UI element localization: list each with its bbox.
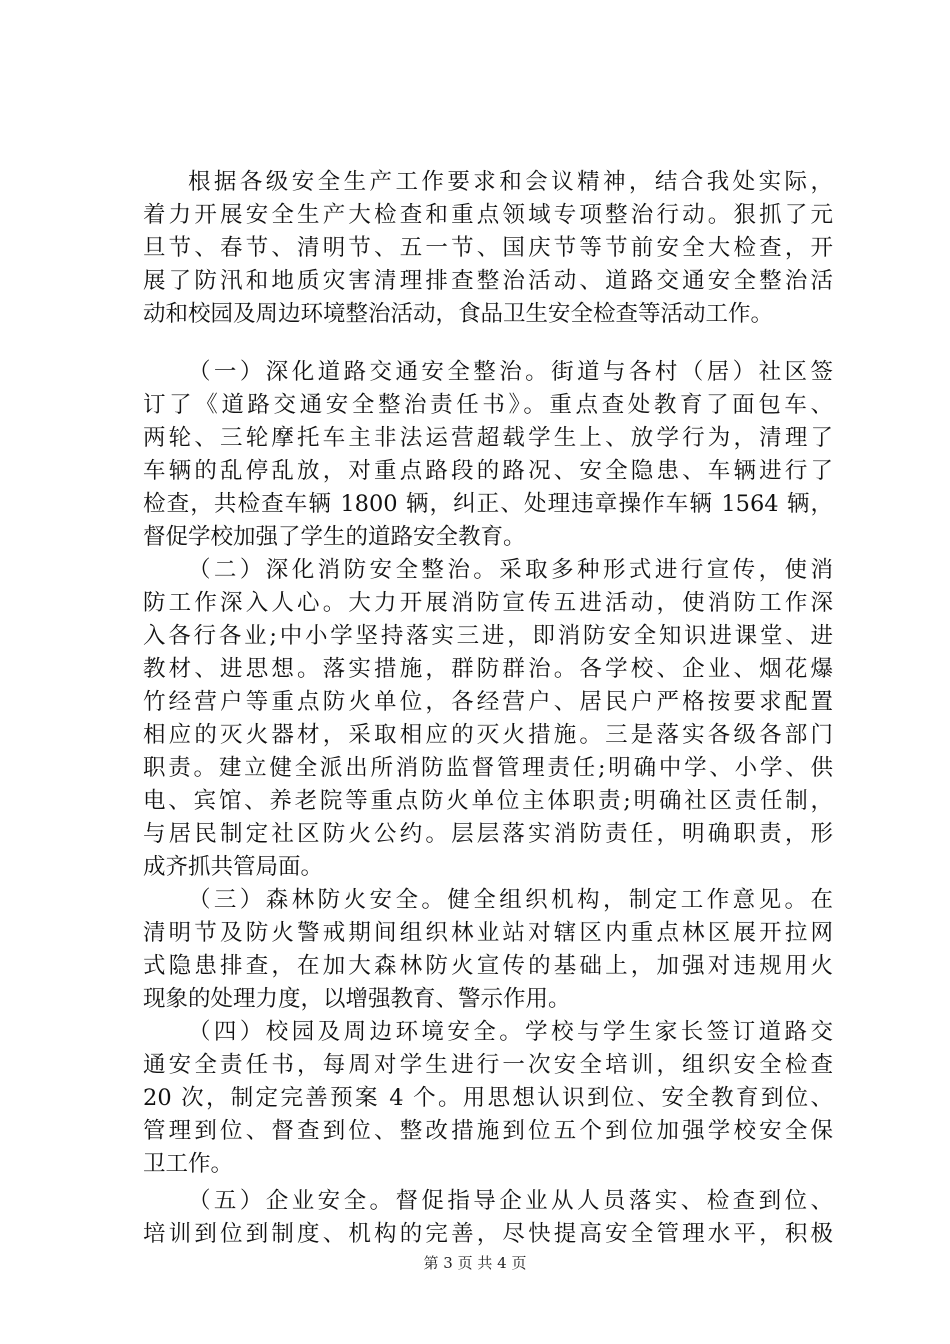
text-line: （二）深化消防安全整治。采取多种形式进行宣传，使消 <box>188 557 833 583</box>
text-line: 电、宾馆、养老院等重点防火单位主体职责;明确社区责任制， <box>143 788 833 814</box>
text-line: 车辆的乱停乱放，对重点路段的路况、安全隐患、车辆进行了 <box>143 458 833 484</box>
text-line: 管理到位、督查到位、整改措施到位五个到位加强学校安全保 <box>143 1118 833 1144</box>
text-line: 卫工作。 <box>143 1151 234 1177</box>
text-line: 动和校园及周边环境整治活动，食品卫生安全检查等活动工作。 <box>143 301 774 327</box>
text-line: 根据各级安全生产工作要求和会议精神，结合我处实际， <box>188 169 833 195</box>
text-line: 清明节及防火警戒期间组织林业站对辖区内重点林区展开拉网 <box>143 920 833 946</box>
text-line: 相应的灭火器材，采取相应的灭火措施。三是落实各级各部门 <box>143 722 833 748</box>
text-line: 着力开展安全生产大检查和重点领域专项整治行动。狠抓了元 <box>143 202 833 228</box>
text-line: 式隐患排查，在加大森林防火宣传的基础上，加强对违规用火 <box>143 953 833 979</box>
paragraph-enterprise-safety <box>143 1185 833 1251</box>
text-line: 检查，共检查车辆 1800 辆，纠正、处理违章操作车辆 1564 辆， <box>143 491 833 517</box>
text-line: 督促学校加强了学生的道路安全教育。 <box>143 524 526 550</box>
text-line: 通安全责任书，每周对学生进行一次安全培训，组织安全检查 <box>143 1052 833 1078</box>
text-line: 展了防汛和地质灾害清理排查整治活动、道路交通安全整治活 <box>143 268 833 294</box>
text-line: （五）企业安全。督促指导企业从人员落实、检查到位、 <box>188 1188 833 1214</box>
text-line: 防工作深入人心。大力开展消防宣传五进活动，使消防工作深 <box>143 590 833 616</box>
text-line: （三）森林防火安全。健全组织机构，制定工作意见。在 <box>188 887 833 913</box>
paragraph-road-safety <box>143 356 833 554</box>
text-line: （一）深化道路交通安全整治。街道与各村（居）社区签 <box>188 359 833 385</box>
text-line: 入各行各业;中小学坚持落实三进，即消防安全知识进课堂、进 <box>143 623 833 649</box>
text-line: 订了《道路交通安全整治责任书》。重点查处教育了面包车、 <box>143 392 833 418</box>
paragraph-campus-safety <box>143 1016 833 1181</box>
text-line: 现象的处理力度，以增强教育、警示作用。 <box>143 986 571 1012</box>
text-line: 旦节、春节、清明节、五一节、国庆节等节前安全大检查，开 <box>143 235 833 261</box>
text-line: 与居民制定社区防火公约。层层落实消防责任，明确职责，形 <box>143 821 833 847</box>
text-line: 20 次，制定完善预案 4 个。用思想认识到位、安全教育到位、 <box>143 1085 833 1111</box>
document-body <box>143 166 833 1251</box>
paragraph-intro <box>143 166 833 331</box>
text-line: 成齐抓共管局面。 <box>143 854 324 880</box>
text-line: 两轮、三轮摩托车主非法运营超载学生上、放学行为，清理了 <box>143 425 833 451</box>
text-line: （四）校园及周边环境安全。学校与学生家长签订道路交 <box>188 1019 833 1045</box>
text-line: 竹经营户等重点防火单位，各经营户、居民户严格按要求配置 <box>143 689 833 715</box>
text-line: 教材、进思想。落实措施，群防群治。各学校、企业、烟花爆 <box>143 656 833 682</box>
text-line: 职责。建立健全派出所消防监督管理责任;明确中学、小学、供 <box>143 755 833 781</box>
paragraph-forest-fire <box>143 884 833 1016</box>
paragraph-fire-safety <box>143 554 833 884</box>
paragraph-gap <box>143 331 833 356</box>
page-number-footer: 第 3 页 共 4 页 <box>423 1254 527 1272</box>
text-line: 培训到位到制度、机构的完善，尽快提高安全管理水平，积极 <box>143 1221 833 1247</box>
